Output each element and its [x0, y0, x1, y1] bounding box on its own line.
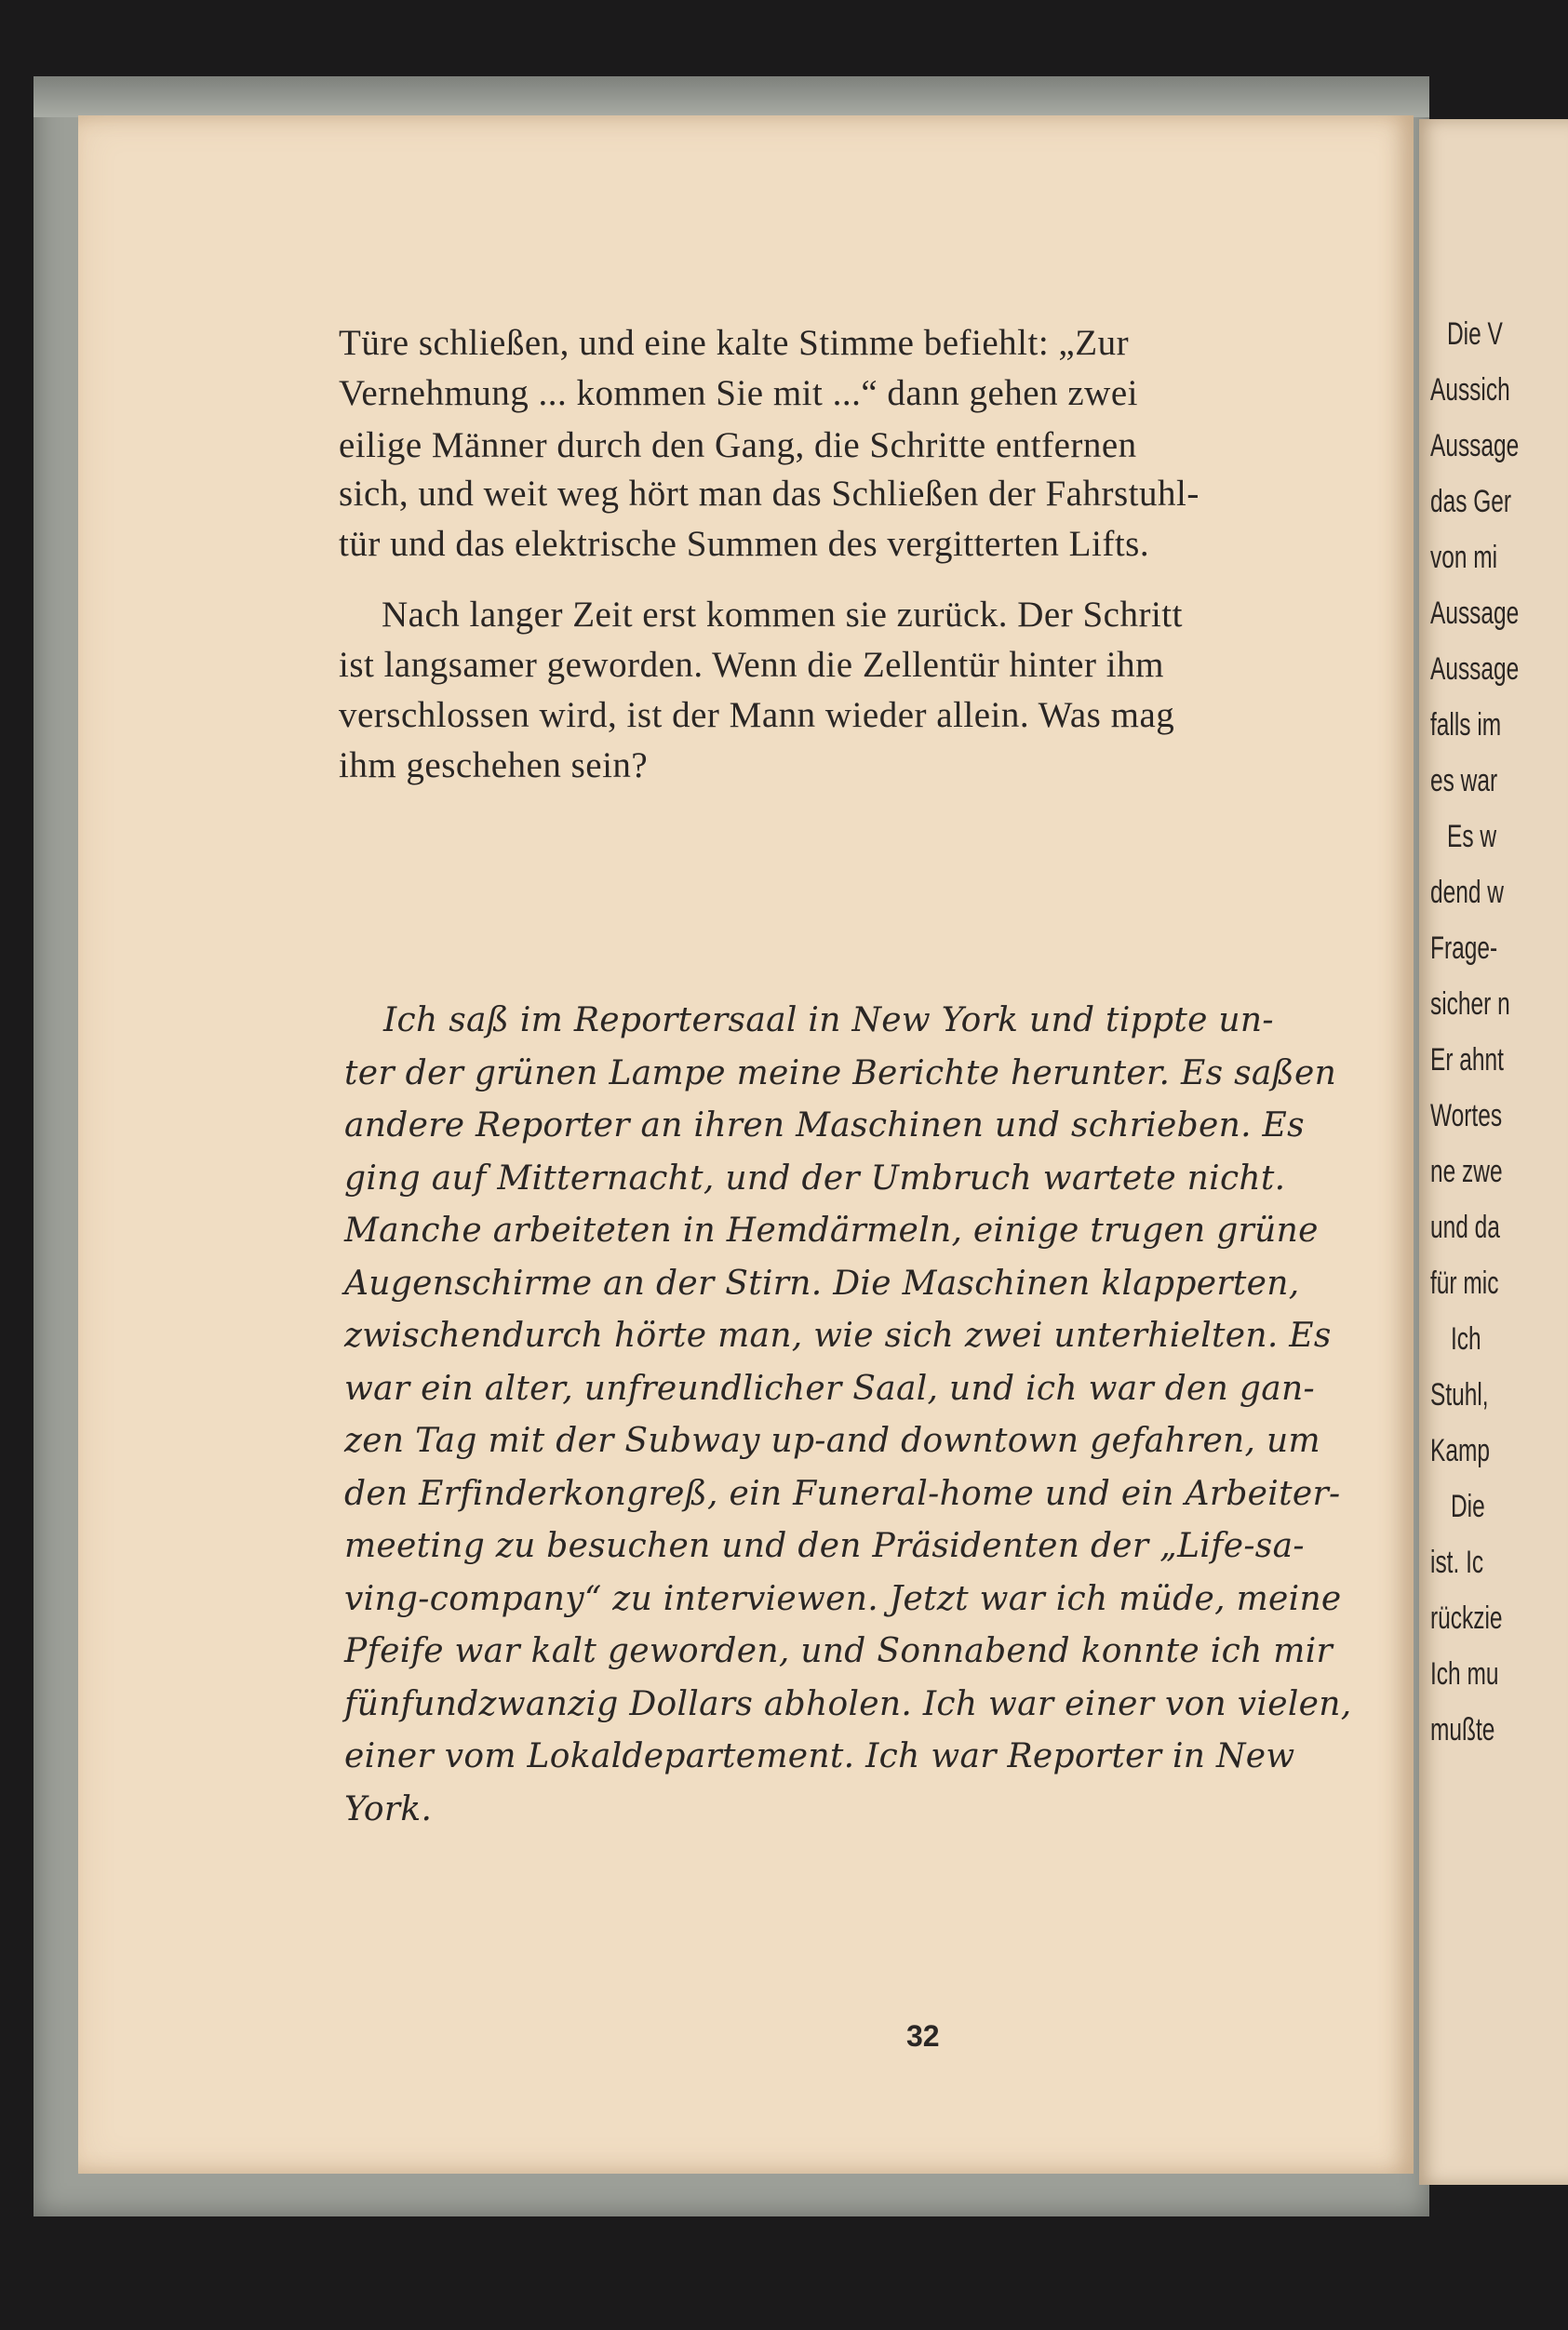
facing-text-line: dend w	[1430, 875, 1504, 910]
text-line: Augenschirme an der Stirn. Die Maschinen klapperten,	[344, 1264, 1300, 1303]
facing-page	[1419, 119, 1568, 2185]
text-line: ist langsamer geworden. Wenn die Zellentür hinter ihm	[339, 645, 1164, 685]
cover-edge	[34, 76, 1429, 117]
text-line: einer vom Lokaldepartement. Ich war Reporter in New	[344, 1737, 1295, 1775]
text-line: Manche arbeiteten in Hemdärmeln, einige trugen grüne	[344, 1212, 1319, 1250]
facing-text-line: Kamp	[1430, 1433, 1490, 1468]
facing-text-line: Die	[1451, 1489, 1485, 1524]
text-line: war ein alter, unfreundlicher Saal, und ich war den gan-	[344, 1369, 1315, 1408]
text-line: ving-company“ zu interviewen. Jetzt war ich müde, meine	[344, 1579, 1342, 1618]
text-line: zwischendurch hörte man, wie sich zwei unterhielten. Es	[344, 1317, 1332, 1355]
facing-text-line: ist. Ic	[1430, 1545, 1484, 1580]
text-line: fünfundzwanzig Dollars abholen. Ich war einer von vielen,	[344, 1684, 1352, 1723]
facing-text-line: Frage-	[1430, 931, 1498, 966]
text-line: eilige Männer durch den Gang, die Schritte entfernen	[339, 425, 1137, 465]
text-line: Nach langer Zeit erst kommen sie zurück. Der Schritt	[382, 595, 1183, 635]
facing-text-line: Ich mu	[1430, 1656, 1499, 1692]
facing-text-line: es war	[1430, 763, 1498, 798]
facing-text-line: von mi	[1430, 540, 1498, 575]
text-line: Türe schließen, und eine kalte Stimme befiehlt: „Zur	[339, 323, 1130, 363]
text-line: tür und das elektrische Summen des vergitterten Lifts.	[339, 524, 1150, 564]
facing-text-line: falls im	[1430, 707, 1502, 743]
text-line: den Erfinderkongreß, ein Funeral-home und ein Arbeiter-	[344, 1474, 1341, 1513]
page-number: 32	[906, 2019, 940, 2053]
facing-text-line: und da	[1430, 1210, 1500, 1245]
facing-text-line: rückzie	[1430, 1600, 1503, 1636]
text-line: andere Reporter an ihren Maschinen und schrieben. Es	[344, 1106, 1305, 1145]
facing-text-line: Aussich	[1430, 372, 1510, 408]
text-line: Pfeife war kalt geworden, und Sonnabend konnte ich mir	[344, 1632, 1333, 1670]
facing-text-line: für mic	[1430, 1265, 1499, 1301]
text-line: Vernehmung ... kommen Sie mit ...“ dann gehen zwei	[339, 373, 1138, 413]
facing-text-line: Die V	[1447, 316, 1503, 352]
text-line: meeting zu besuchen und den Präsidenten der „Life-sa-	[344, 1527, 1305, 1565]
facing-text-line: Wortes	[1430, 1098, 1503, 1133]
text-line: verschlossen wird, ist der Mann wieder allein. Was mag	[339, 695, 1175, 735]
facing-text-line: ne zwe	[1430, 1154, 1503, 1189]
book-page	[78, 115, 1414, 2174]
facing-text-line: Aussage	[1430, 596, 1520, 631]
text-line: ging auf Mitternacht, und der Umbruch wartete nicht.	[344, 1158, 1286, 1198]
text-line: zen Tag mit der Subway up-and downtown gefahren, um	[344, 1422, 1320, 1460]
facing-text-line: Es w	[1447, 819, 1497, 854]
text-line: sich, und weit weg hört man das Schließen der Fahrstuhl-	[339, 474, 1199, 514]
facing-text-line: Aussage	[1430, 651, 1520, 687]
facing-text-line: Er ahnt	[1430, 1042, 1504, 1078]
facing-text-line: mußte	[1430, 1712, 1495, 1748]
text-line: Ich saß im Reportersaal in New York und tippte un-	[383, 1001, 1274, 1039]
text-line: ihm geschehen sein?	[339, 745, 649, 785]
facing-text-line: Aussage	[1430, 428, 1520, 463]
facing-text-line: Stuhl,	[1430, 1377, 1489, 1413]
text-line: York.	[344, 1789, 433, 1828]
facing-text-line: Ich	[1451, 1321, 1481, 1357]
text-line: ter der grünen Lampe meine Berichte herunter. Es saßen	[344, 1053, 1337, 1092]
facing-text-line: sicher n	[1430, 986, 1510, 1022]
facing-text-line: das Ger	[1430, 484, 1512, 519]
